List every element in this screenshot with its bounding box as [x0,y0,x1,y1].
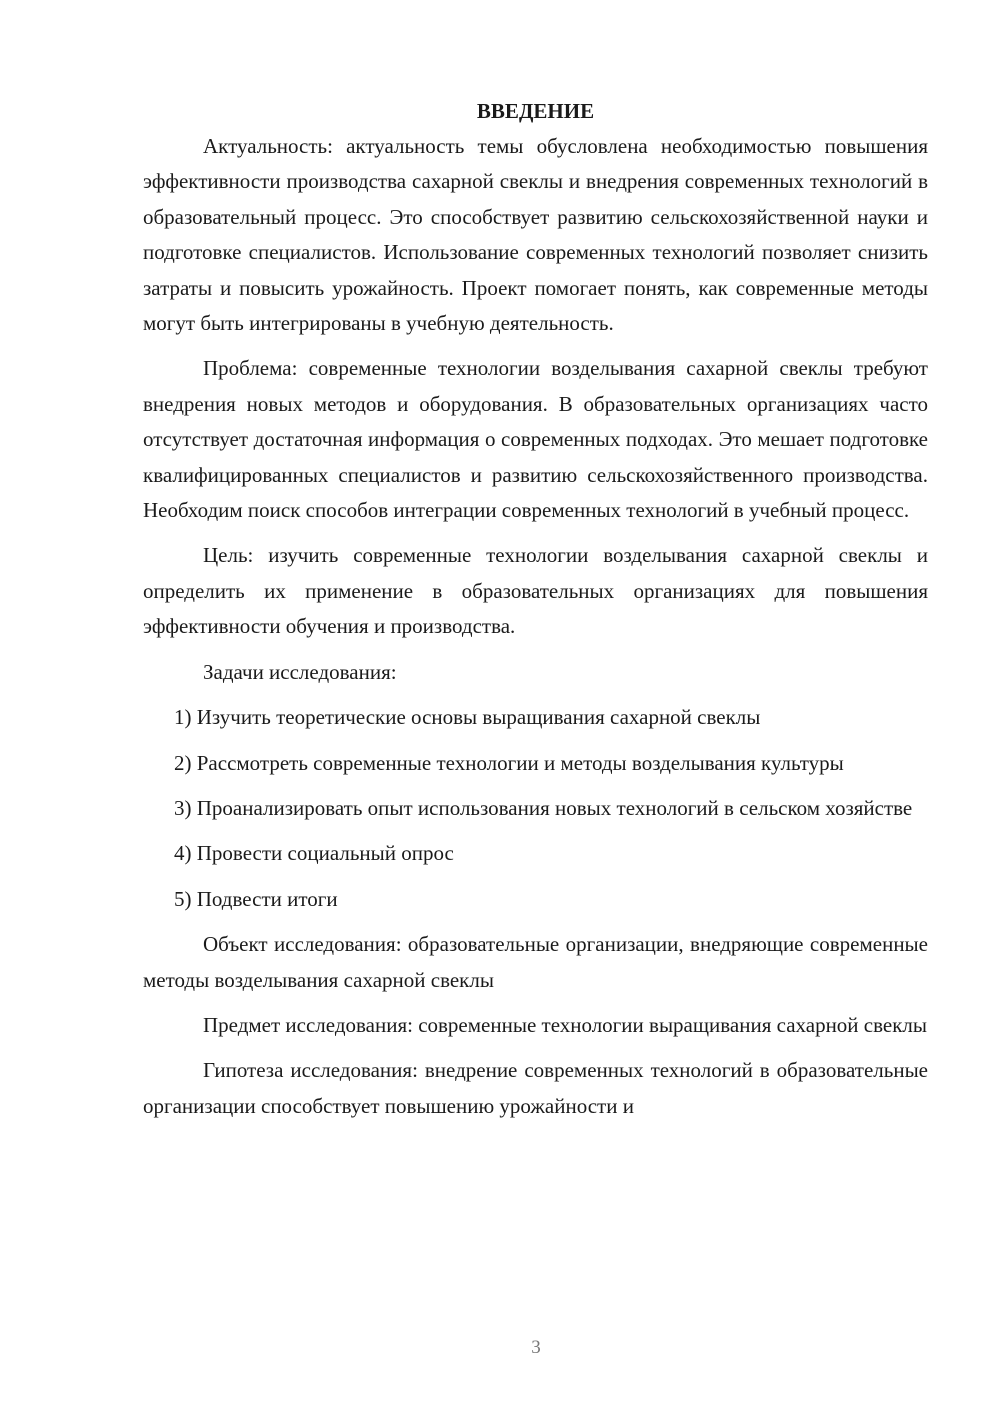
task-item: 4) Провести социальный опрос [174,841,454,866]
document-page [143,96,928,1134]
paragraph-object: Объект исследования: образовательные организации, внедряющие современные методы возделывания сахарной свеклы [143,932,928,992]
paragraph-problem: Проблема: современные технологии возделывания сахарной свеклы требуют внедрения новых методов и оборудования. В образовательных организациях часто отсутствует достаточная информация о современных подходах. Это мешает подготовке квалифицированных специалистов и развитию сельскохозяйственного производства. Необходим поиск способов интеграции современных технологий в учебный процесс. [143,356,928,523]
page-number: 3 [531,1337,541,1358]
task-item: 1) Изучить теоретические основы выращивания сахарной свеклы [174,705,761,730]
section-heading: ВВЕДЕНИЕ [476,99,595,123]
paragraph-goal: Цель: изучить современные технологии возделывания сахарной свеклы и определить их применение в образовательных организациях для повышения эффективности обучения и производства. [143,543,928,639]
task-item: 2) Рассмотреть современные технологии и методы возделывания культуры [174,750,844,775]
task-item: 5) Подвести итоги [174,886,338,911]
paragraph-hypothesis: Гипотеза исследования: внедрение современных технологий в образовательные организации способствует повышению урожайности и [143,1058,928,1118]
paragraph-relevance: Актуальность: актуальность темы обусловлена необходимостью повышения эффективности производства сахарной свеклы и внедрения современных технологий в образовательный процесс. Это способствует развитию сельскохозяйственной науки и подготовке специалистов. Использование современных технологий позволяет снизить затраты и повысить урожайность. Проект помогает понять, как современные методы могут быть интегрированы в учебную деятельность. [143,134,928,336]
paragraph-tasks-intro: Задачи исследования: [203,659,397,684]
paragraph-subject: Предмет исследования: современные технологии выращивания сахарной свеклы [203,1012,928,1037]
task-item: 3) Проанализировать опыт использования новых технологий в сельском хозяйстве [174,795,913,820]
